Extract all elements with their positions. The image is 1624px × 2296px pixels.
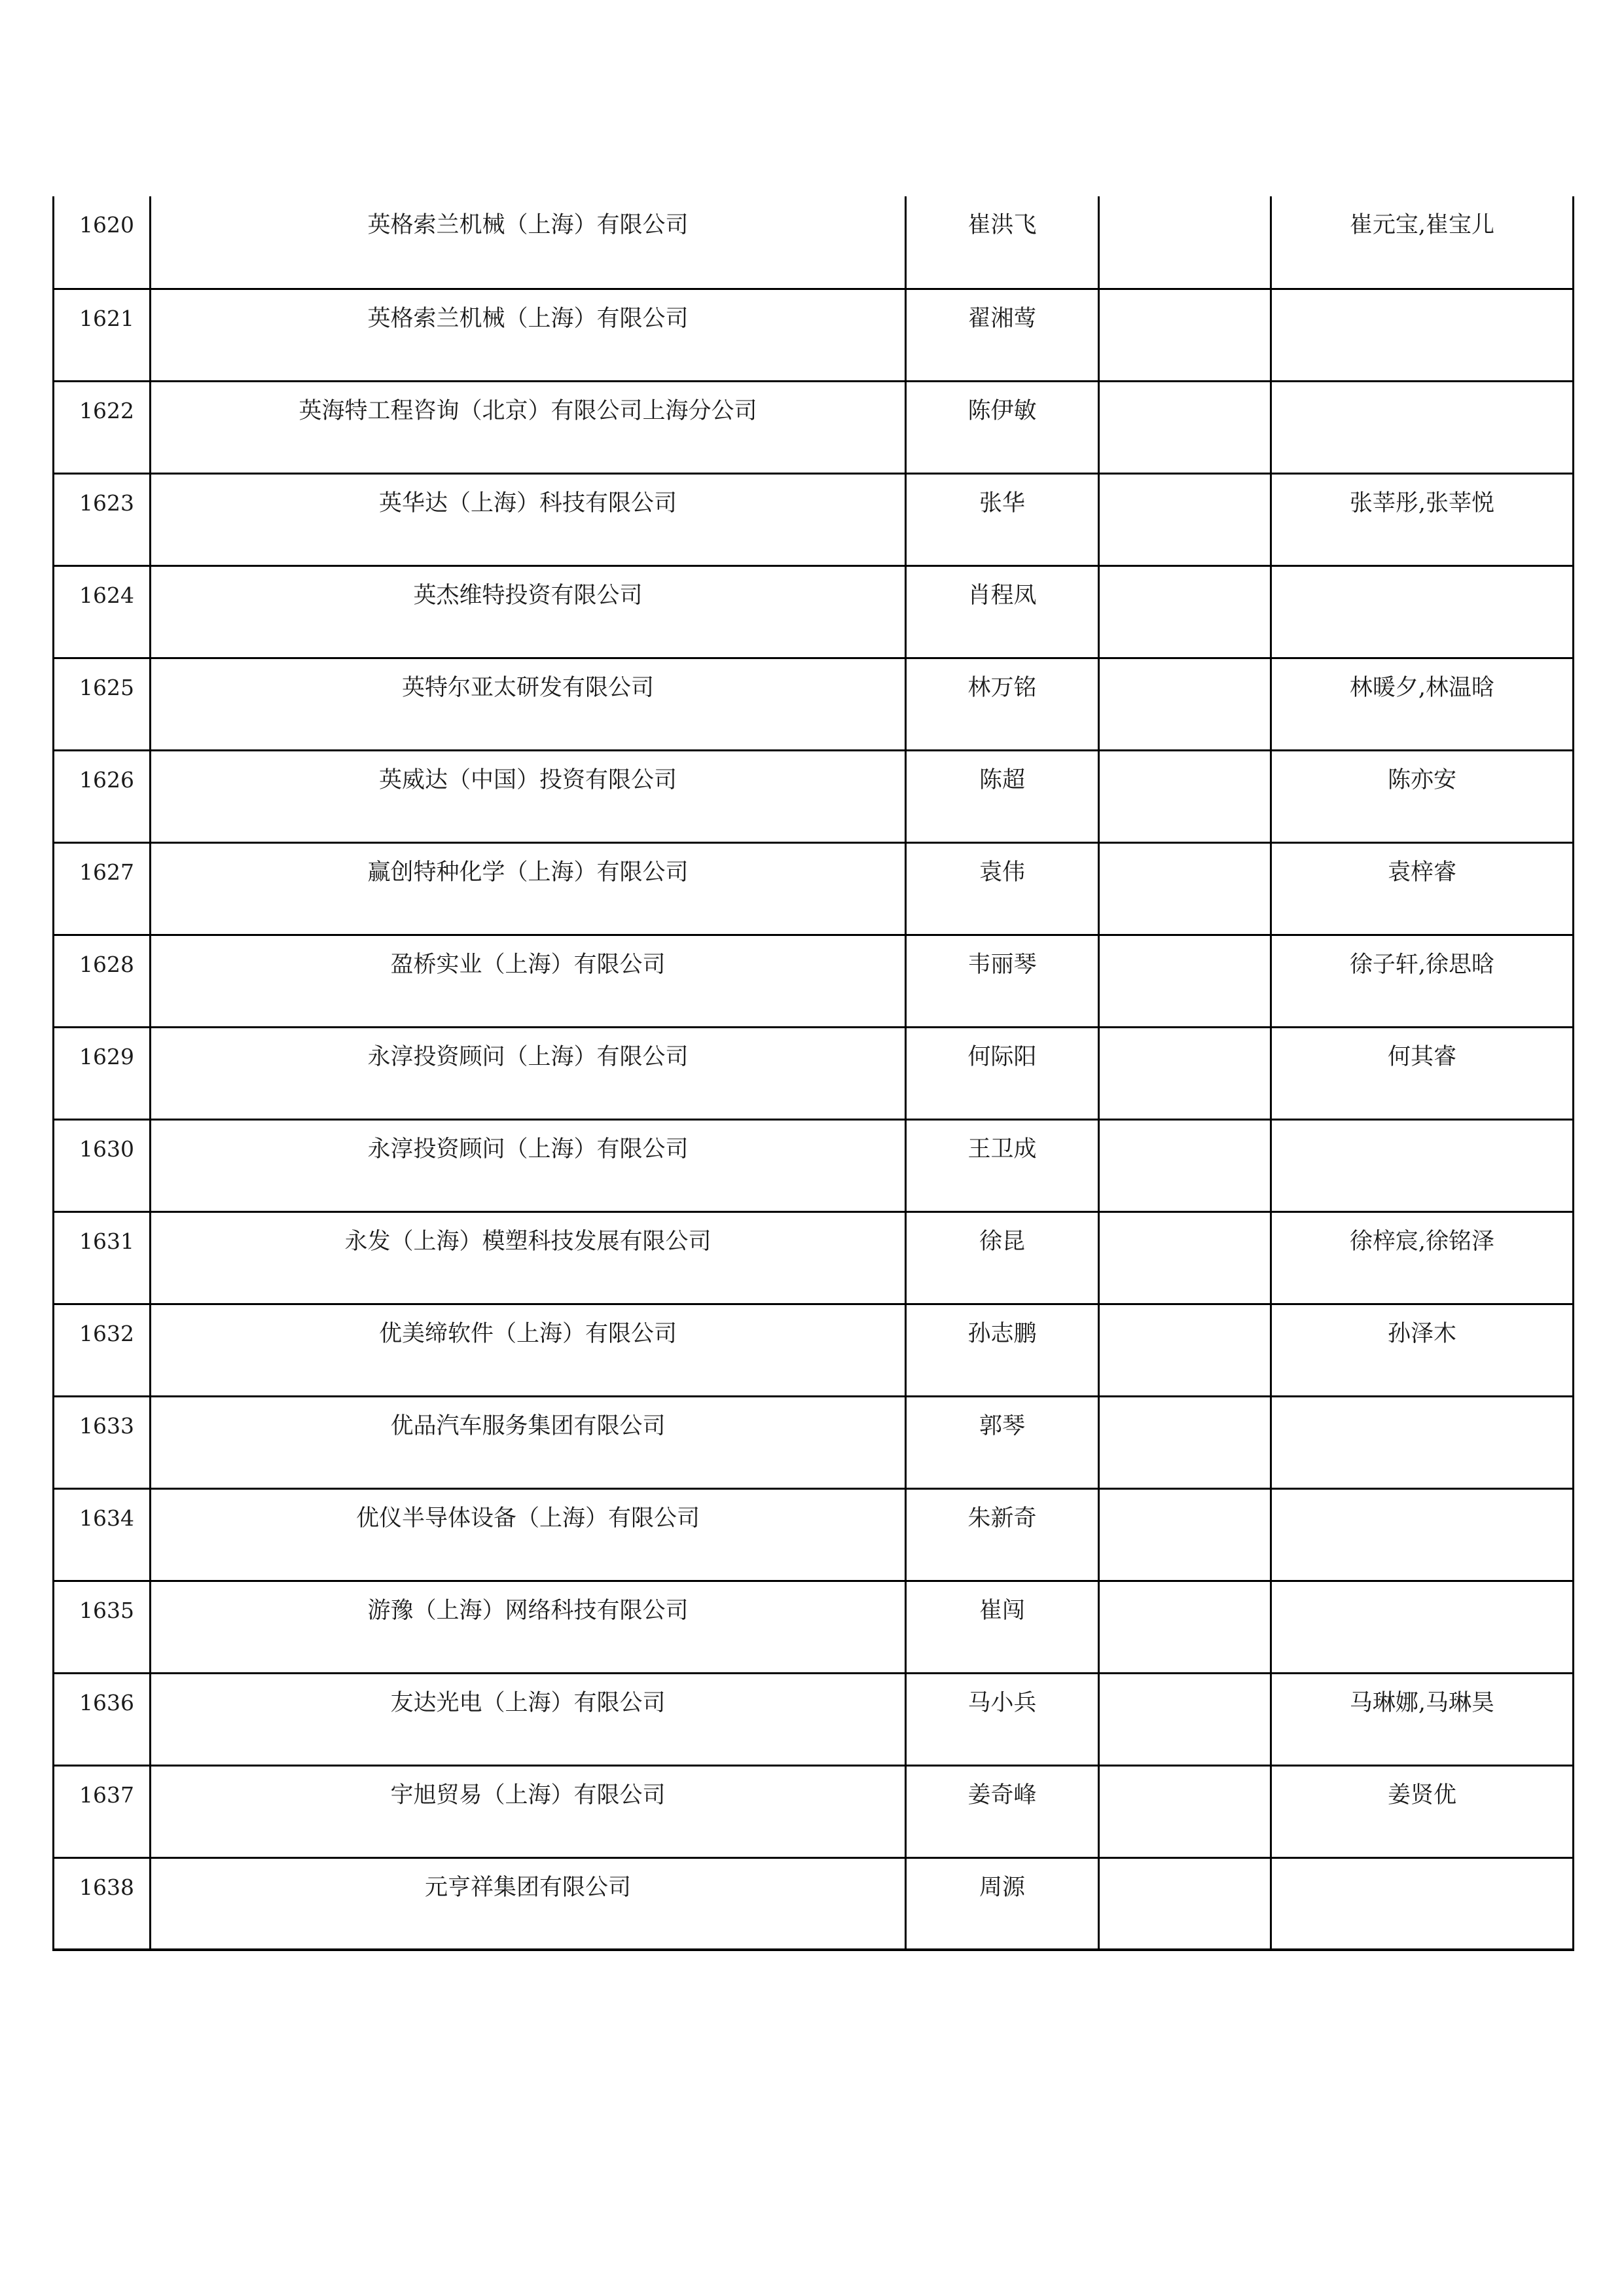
person-name-cell: 韦丽琴	[906, 935, 1099, 1027]
blank-cell	[1099, 1857, 1271, 1950]
children-names-cell	[1271, 1488, 1574, 1581]
row-number-cell: 1629	[54, 1027, 151, 1119]
company-cell: 元亨祥集团有限公司	[151, 1857, 906, 1950]
table-row	[54, 1857, 1574, 1950]
company-cell: 英格索兰机械（上海）有限公司	[151, 289, 906, 381]
company-cell: 赢创特种化学（上海）有限公司	[151, 842, 906, 935]
row-number-cell: 1634	[54, 1488, 151, 1581]
blank-cell	[1099, 1581, 1271, 1673]
row-number-cell: 1625	[54, 658, 151, 750]
table-row	[54, 750, 1574, 842]
blank-cell	[1099, 1396, 1271, 1488]
children-names-cell	[1271, 565, 1574, 658]
table-row	[54, 1765, 1574, 1857]
company-cell: 永淳投资顾问（上海）有限公司	[151, 1027, 906, 1119]
person-name-cell: 林万铭	[906, 658, 1099, 750]
children-names-cell: 张莘彤,张莘悦	[1271, 473, 1574, 565]
table-row	[54, 1488, 1574, 1581]
person-name-cell: 陈超	[906, 750, 1099, 842]
children-names-cell: 崔元宝,崔宝儿	[1271, 196, 1574, 289]
table-row	[54, 1304, 1574, 1396]
blank-cell	[1099, 658, 1271, 750]
children-names-cell: 何其睿	[1271, 1027, 1574, 1119]
company-cell: 盈桥实业（上海）有限公司	[151, 935, 906, 1027]
row-number-cell: 1631	[54, 1211, 151, 1304]
row-number-cell: 1623	[54, 473, 151, 565]
table-row	[54, 473, 1574, 565]
company-cell: 英海特工程咨询（北京）有限公司上海分公司	[151, 381, 906, 473]
row-number-cell: 1628	[54, 935, 151, 1027]
blank-cell	[1099, 1304, 1271, 1396]
row-number-cell: 1622	[54, 381, 151, 473]
company-cell: 优仪半导体设备（上海）有限公司	[151, 1488, 906, 1581]
row-number-cell: 1626	[54, 750, 151, 842]
row-number-cell: 1637	[54, 1765, 151, 1857]
company-cell: 优品汽车服务集团有限公司	[151, 1396, 906, 1488]
table-row	[54, 196, 1574, 289]
blank-cell	[1099, 1765, 1271, 1857]
company-cell: 英杰维特投资有限公司	[151, 565, 906, 658]
blank-cell	[1099, 473, 1271, 565]
person-name-cell: 徐昆	[906, 1211, 1099, 1304]
children-names-cell: 孙泽木	[1271, 1304, 1574, 1396]
children-names-cell	[1271, 381, 1574, 473]
row-number-cell: 1633	[54, 1396, 151, 1488]
children-names-cell	[1271, 1857, 1574, 1950]
table-row	[54, 1396, 1574, 1488]
company-cell: 游豫（上海）网络科技有限公司	[151, 1581, 906, 1673]
table-row	[54, 1119, 1574, 1211]
blank-cell	[1099, 381, 1271, 473]
row-number-cell: 1635	[54, 1581, 151, 1673]
row-number-cell: 1636	[54, 1673, 151, 1765]
table-row	[54, 1581, 1574, 1673]
blank-cell	[1099, 1488, 1271, 1581]
blank-cell	[1099, 750, 1271, 842]
children-names-cell	[1271, 1581, 1574, 1673]
person-name-cell: 翟湘莺	[906, 289, 1099, 381]
company-cell: 友达光电（上海）有限公司	[151, 1673, 906, 1765]
blank-cell	[1099, 842, 1271, 935]
blank-cell	[1099, 1027, 1271, 1119]
company-cell: 英格索兰机械（上海）有限公司	[151, 196, 906, 289]
company-cell: 英威达（中国）投资有限公司	[151, 750, 906, 842]
person-name-cell: 姜奇峰	[906, 1765, 1099, 1857]
row-number-cell: 1630	[54, 1119, 151, 1211]
person-name-cell: 何际阳	[906, 1027, 1099, 1119]
person-name-cell: 周源	[906, 1857, 1099, 1950]
blank-cell	[1099, 1119, 1271, 1211]
children-names-cell	[1271, 1396, 1574, 1488]
person-name-cell: 郭琴	[906, 1396, 1099, 1488]
person-name-cell: 崔洪飞	[906, 196, 1099, 289]
table-row	[54, 289, 1574, 381]
company-cell: 英特尔亚太研发有限公司	[151, 658, 906, 750]
blank-cell	[1099, 1673, 1271, 1765]
row-number-cell: 1627	[54, 842, 151, 935]
blank-cell	[1099, 289, 1271, 381]
children-names-cell	[1271, 289, 1574, 381]
person-name-cell: 陈伊敏	[906, 381, 1099, 473]
table-row	[54, 1027, 1574, 1119]
blank-cell	[1099, 935, 1271, 1027]
person-name-cell: 肖程凤	[906, 565, 1099, 658]
table-row	[54, 842, 1574, 935]
table-row	[54, 1211, 1574, 1304]
records-table-body	[54, 196, 1574, 1950]
table-row	[54, 658, 1574, 750]
company-cell: 优美缔软件（上海）有限公司	[151, 1304, 906, 1396]
person-name-cell: 马小兵	[906, 1673, 1099, 1765]
blank-cell	[1099, 565, 1271, 658]
row-number-cell: 1620	[54, 196, 151, 289]
children-names-cell: 徐梓宸,徐铭泽	[1271, 1211, 1574, 1304]
company-cell: 永发（上海）模塑科技发展有限公司	[151, 1211, 906, 1304]
children-names-cell: 袁梓睿	[1271, 842, 1574, 935]
person-name-cell: 张华	[906, 473, 1099, 565]
table-row	[54, 381, 1574, 473]
row-number-cell: 1621	[54, 289, 151, 381]
person-name-cell: 袁伟	[906, 842, 1099, 935]
person-name-cell: 崔闯	[906, 1581, 1099, 1673]
table-row	[54, 935, 1574, 1027]
children-names-cell: 徐子轩,徐思晗	[1271, 935, 1574, 1027]
person-name-cell: 王卫成	[906, 1119, 1099, 1211]
company-cell: 宇旭贸易（上海）有限公司	[151, 1765, 906, 1857]
company-cell: 永淳投资顾问（上海）有限公司	[151, 1119, 906, 1211]
row-number-cell: 1638	[54, 1857, 151, 1950]
children-names-cell: 陈亦安	[1271, 750, 1574, 842]
children-names-cell	[1271, 1119, 1574, 1211]
blank-cell	[1099, 196, 1271, 289]
table-row	[54, 1673, 1574, 1765]
person-name-cell: 孙志鹏	[906, 1304, 1099, 1396]
children-names-cell: 马琳娜,马琳昊	[1271, 1673, 1574, 1765]
children-names-cell: 姜贤优	[1271, 1765, 1574, 1857]
row-number-cell: 1632	[54, 1304, 151, 1396]
children-names-cell: 林暖夕,林温晗	[1271, 658, 1574, 750]
table-row	[54, 565, 1574, 658]
records-table	[52, 196, 1574, 1951]
row-number-cell: 1624	[54, 565, 151, 658]
company-cell: 英华达（上海）科技有限公司	[151, 473, 906, 565]
person-name-cell: 朱新奇	[906, 1488, 1099, 1581]
blank-cell	[1099, 1211, 1271, 1304]
